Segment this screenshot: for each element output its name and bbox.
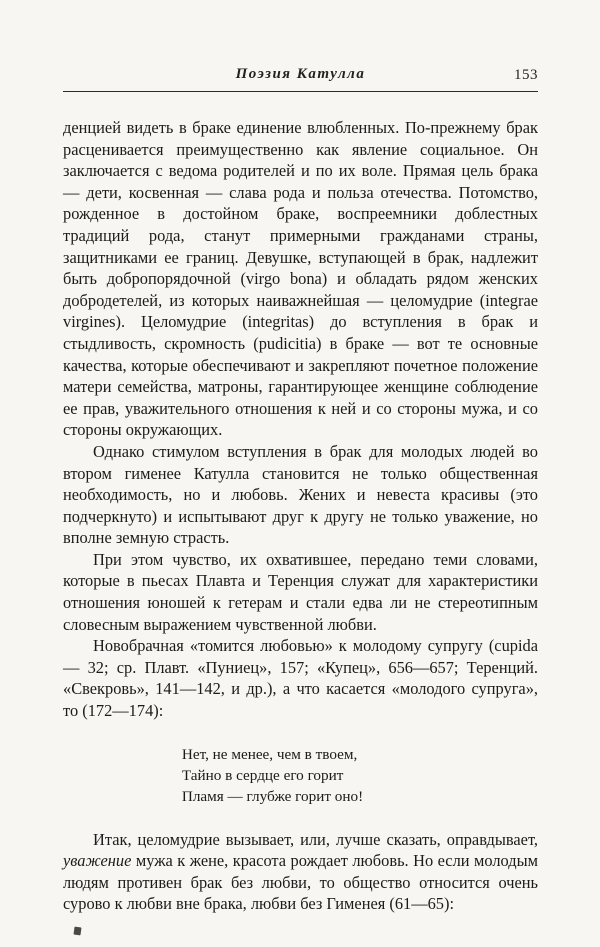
- paragraph-text: Итак, целомудрие вызывает, или, лучше сказать, оправдывает,: [93, 829, 538, 849]
- paragraph-text: мужа к жене, красота рождает любовь. Но если молодым людям противен брак без любви, то общество относится очень сурово к любви вне брака, любви без Гименея (61—65):: [63, 851, 538, 914]
- paragraph: Однако стимулом вступления в брак для молодых людей во втором гименее Катулла становится не только общественная необходимость, но и любовь. Жених и невеста красивы (это подчеркнуто) и испытывают друг к другу не только уважение, но вполне земную страсть.: [63, 441, 538, 548]
- paragraph-continuation: денцией видеть в браке единение влюбленных. По-прежнему брак расценивается преимущественно как явление социальное. Он заключается с ведома родителей и по их воле. Прямая цель брака — дети, косвенная — слава рода и польза отечества. Потомство, рожденное в достойном браке, воспреемники доблестных традиций рода, станут примерными гражданами страны, защитниками ее границ. Девушке, вступающей в брак, надлежит быть добропорядочной (virgo bona) и обладать рядом женских добродетелей, из которых наиважнейшая — целомудрие (integrae virgines). Целомудрие (integritas) до вступления в брак и стыдливость, скромность (pudicitia) в браке — вот те основные качества, которые обеспечивают и закрепляют почетное положение матери семейства, матроны, гарантирующее женщине соблюдение ее прав, уважительного отношения к ней и со стороны мужа, и со стороны окружающих.: [63, 118, 538, 440]
- verse-line: Нет, не менее, чем в твоем,: [181, 745, 358, 763]
- ink-smudge: [73, 927, 81, 936]
- running-title: Поэзия Катулла: [235, 66, 366, 82]
- page-header: [63, 66, 538, 86]
- verse-line: Пламя — глубже горит оно!: [181, 787, 364, 805]
- paragraph: При этом чувство, их охватившее, передано теми словами, которые в пьесах Плавта и Теренция служат для характеристики отношения юношей к гетерам и стали едва ли не стереотипным словесным выражением чувственной любви.: [63, 549, 538, 634]
- page-number: 153: [514, 67, 538, 83]
- paragraph: [63, 829, 538, 915]
- verse-line: Тайно в сердце его горит: [181, 766, 344, 784]
- paragraph: Новобрачная «томится любовью» к молодому супругу (cupida — 32; ср. Плавт. «Пуниец», 157; «Купец», 656—657; Теренций. «Свекровь», 141—142, и др.), а что касается «молодого супруга», то (172—174):: [63, 636, 538, 721]
- emphasized-word: уважение: [63, 851, 132, 871]
- header-rule: [63, 91, 538, 92]
- verse-block: [182, 744, 363, 807]
- page-body: [63, 117, 538, 915]
